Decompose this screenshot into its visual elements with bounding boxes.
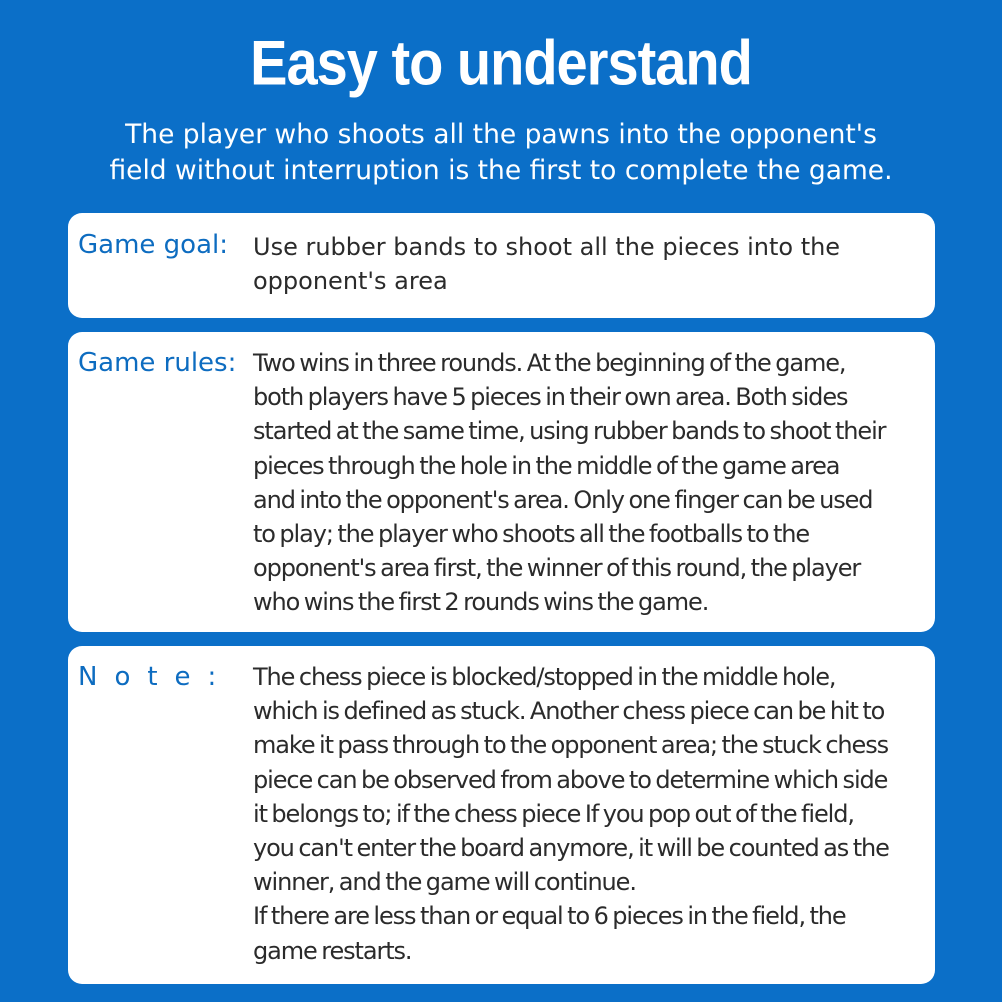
game-goal-label: Game goal: (78, 230, 228, 260)
game-rules-line: both players have 5 pieces in their own area. Both sides (253, 383, 848, 412)
game-rules-label: Game rules: (78, 348, 237, 378)
game-rules-line: who wins the first 2 rounds wins the game. (253, 588, 709, 617)
game-rules-line: to play; the player who shoots all the footballs to the (253, 520, 810, 549)
subtitle-line-2: field without interruption is the first to complete the game. (109, 155, 893, 186)
page-title: Easy to understand (250, 27, 752, 98)
note-card (68, 646, 935, 984)
note-label: Note: (78, 662, 234, 692)
game-rules-text (253, 346, 933, 620)
game-goal-line: Use rubber bands to shoot all the pieces into the (253, 233, 841, 261)
game-rules-card (68, 332, 935, 632)
game-goal-line: opponent's area (253, 267, 448, 296)
game-rules-line: and into the opponent's area. Only one finger can be used (253, 485, 873, 514)
subtitle-line-1: The player who shoots all the pawns into the opponent's (125, 119, 877, 150)
note-line: winner, and the game will continue. (253, 868, 636, 897)
note-line: piece can be observed from above to determine which side (253, 765, 888, 794)
game-rules-line: Two wins in three rounds. At the beginning of the game, (253, 349, 846, 377)
game-goal-text (253, 230, 933, 298)
note-line: game restarts. (253, 936, 412, 965)
note-line: which is defined as stuck. Another chess piece can be hit to (253, 697, 885, 726)
note-line: it belongs to; if the chess piece If you pop out of the field, (253, 799, 854, 828)
game-rules-line: started at the same time, using rubber bands to shoot their (253, 417, 886, 446)
note-line: The chess piece is blocked/stopped in the middle hole, (253, 663, 836, 691)
game-goal-card (68, 213, 935, 318)
note-line: you can't enter the board anymore, it will be counted as the (253, 834, 889, 863)
game-rules-line: opponent's area first, the winner of this round, the player (253, 554, 861, 583)
note-text (253, 660, 933, 968)
note-line: If there are less than or equal to 6 pieces in the field, the (253, 902, 846, 931)
note-line: make it pass through to the opponent area; the stuck chess (253, 731, 889, 760)
game-rules-line: pieces through the hole in the middle of the game area (253, 451, 840, 480)
